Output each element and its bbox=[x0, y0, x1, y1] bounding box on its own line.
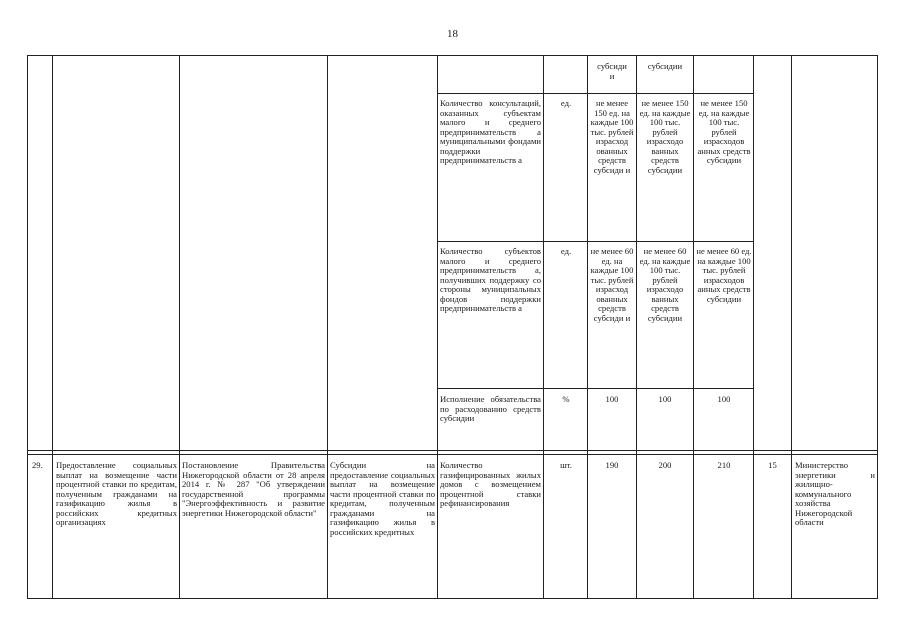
value-cell: не менее 60 ед. на каждые 100 тыс. рублей израсходов анных средств субсидии bbox=[696, 247, 752, 304]
continuation-cell: субсиди и bbox=[597, 62, 627, 81]
col-line bbox=[437, 55, 438, 599]
unit-cell: шт. bbox=[560, 461, 572, 470]
indicator-cell: Количество субъектов малого и среднего предпринимательств а, получивших поддержку со стороны муниципальных фондов поддержки предпринимательств а bbox=[440, 247, 541, 313]
value-cell: не менее 150 ед. на каждые 100 тыс. рублей израсходов анных средств субсидии bbox=[697, 99, 751, 165]
row-number: 29. bbox=[32, 461, 43, 470]
row-divider-double bbox=[27, 454, 877, 455]
table-border-top bbox=[27, 55, 877, 56]
subsidy-cell: Субсидии на предоставление социальных выплат на возмещение части процентной ставки по кредитам, полученным гражданами на газификацию жилья в российских кредитных bbox=[330, 461, 435, 537]
value-cell: не менее 150 ед. на каждые 100 тыс. рублей израсходо ванных средств субсидии bbox=[639, 99, 691, 175]
col-line bbox=[52, 55, 53, 599]
indicator-cell: Количество консультаций, оказанных субъектам малого и среднего предпринимательств а муниципальными фондами поддержки предпринимательств а bbox=[440, 99, 541, 165]
row-divider bbox=[437, 241, 753, 242]
term-cell: 15 bbox=[768, 461, 777, 470]
page-number: 18 bbox=[447, 28, 458, 40]
col-line bbox=[877, 55, 878, 599]
table-border-bottom bbox=[27, 598, 877, 599]
value-cell: 100 bbox=[717, 395, 731, 404]
col-line bbox=[327, 55, 328, 599]
value-cell: 100 bbox=[605, 395, 619, 404]
value-cell: 200 bbox=[658, 461, 672, 470]
continuation-cell: субсидии bbox=[647, 62, 683, 71]
row-divider bbox=[27, 450, 877, 451]
col-line bbox=[587, 55, 588, 599]
value-cell: 210 bbox=[717, 461, 731, 470]
measure-cell: Предоставление социальных выплат на возмещение части процентной ставки по кредитам, полученным гражданами на газификацию жилья в российских кредитных организациях bbox=[56, 461, 177, 527]
col-line bbox=[693, 55, 694, 599]
row-divider bbox=[437, 388, 753, 389]
value-cell: не менее 60 ед. на каждые 100 тыс. рублей израсходо ванных средств субсидии bbox=[639, 247, 691, 323]
col-line bbox=[791, 55, 792, 599]
document-cell: Постановление Правительства Нижегородской области от 28 апреля 2014 г. № 287 "Об утверждении государственной программы "Энергоэффективность и развитие энергетики Нижегородской области" bbox=[182, 461, 325, 518]
col-line bbox=[543, 55, 544, 599]
col-line bbox=[636, 55, 637, 599]
unit-cell: ед. bbox=[560, 247, 572, 256]
row-divider bbox=[437, 93, 753, 94]
unit-cell: % bbox=[562, 395, 570, 404]
value-cell: не менее 60 ед. на каждые 100 тыс. рублей израсход ованных средств субсиди и bbox=[590, 247, 634, 323]
col-line bbox=[753, 55, 754, 599]
indicator-cell: Количество газифицированных жилых домов с возмещением процентной ставки рефинансирования bbox=[440, 461, 541, 508]
value-cell: 100 bbox=[658, 395, 672, 404]
ministry-cell: Министерство энергетики и жилищно-коммунального хозяйства Нижегородской области bbox=[795, 461, 875, 527]
value-cell: не менее 150 ед. на каждые 100 тыс. рублей израсход ованных средств субсиди и bbox=[590, 99, 634, 175]
indicator-cell: Исполнение обязательства по расходованию средств субсидии bbox=[440, 395, 541, 423]
col-line bbox=[27, 55, 28, 599]
unit-cell: ед. bbox=[560, 99, 572, 108]
value-cell: 190 bbox=[605, 461, 619, 470]
col-line bbox=[179, 55, 180, 599]
